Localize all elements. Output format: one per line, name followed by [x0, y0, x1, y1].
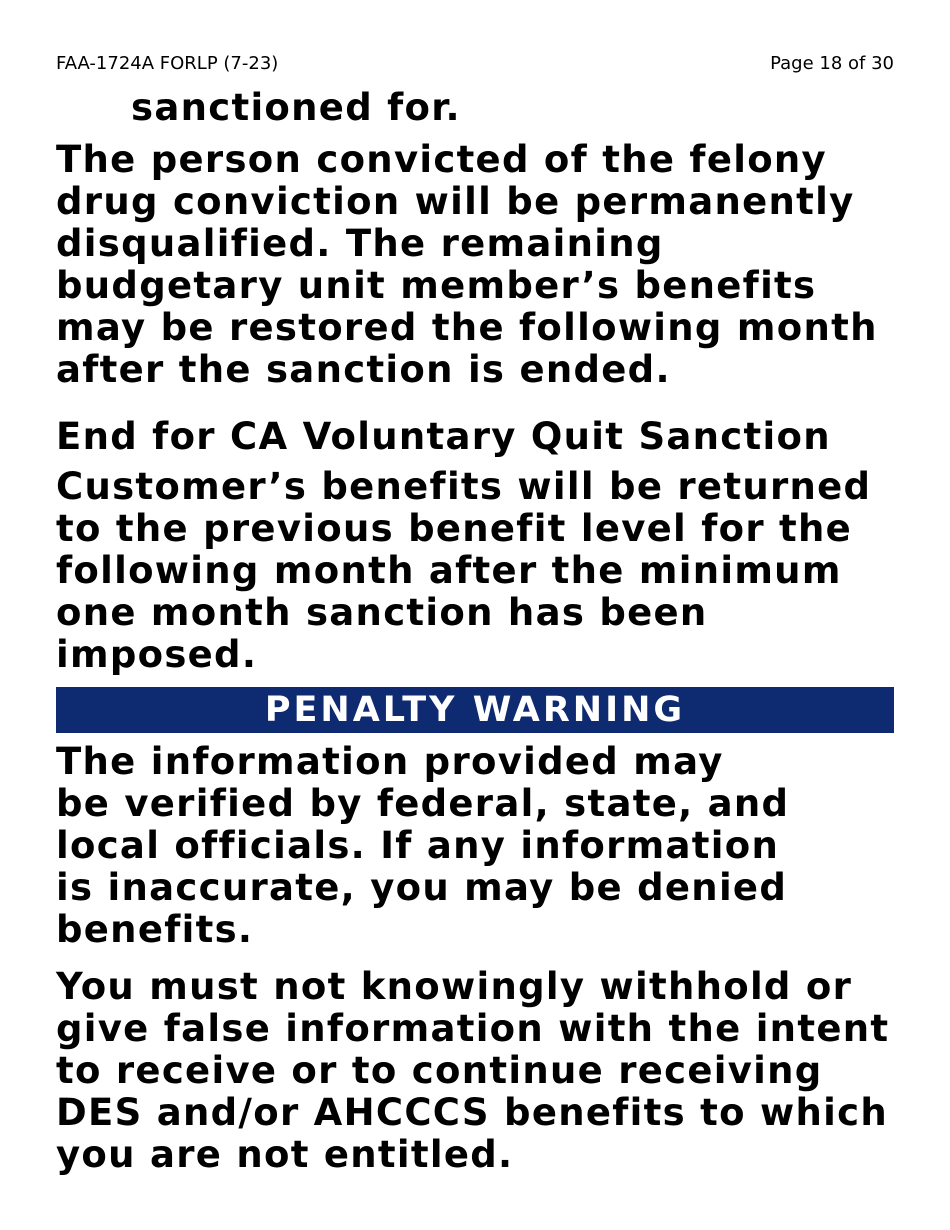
ca-voluntary-quit-heading: End for CA Voluntary Quit Sanction — [56, 415, 831, 458]
ca-benefits-return-paragraph: Customer’s benefits will be returned to the previous benefit level for the following month after the minimum one month sanction has been imposed. — [56, 465, 872, 676]
continued-sentence-end: sanctioned for. — [131, 86, 461, 129]
penalty-warning-banner: PENALTY WARNING — [56, 687, 894, 733]
verification-paragraph: The information provided may be verified by federal, state, and local officials. If any information is inaccurate, you may be denied benefits. — [56, 740, 790, 951]
felony-disqualification-paragraph: The person convicted of the felony drug conviction will be permanently disqualified. The remaining budgetary unit member’s benefits may be restored the following month after the sanction is ended. — [56, 138, 878, 391]
form-identifier: FAA-1724A FORLP (7-23) — [56, 53, 279, 74]
page-number: Page 18 of 30 — [770, 53, 894, 74]
withhold-information-paragraph: You must not knowingly withhold or give false information with the intent to receive or to continue receiving DES and/or AHCCCS benefits to which you are not entitled. — [56, 965, 890, 1176]
